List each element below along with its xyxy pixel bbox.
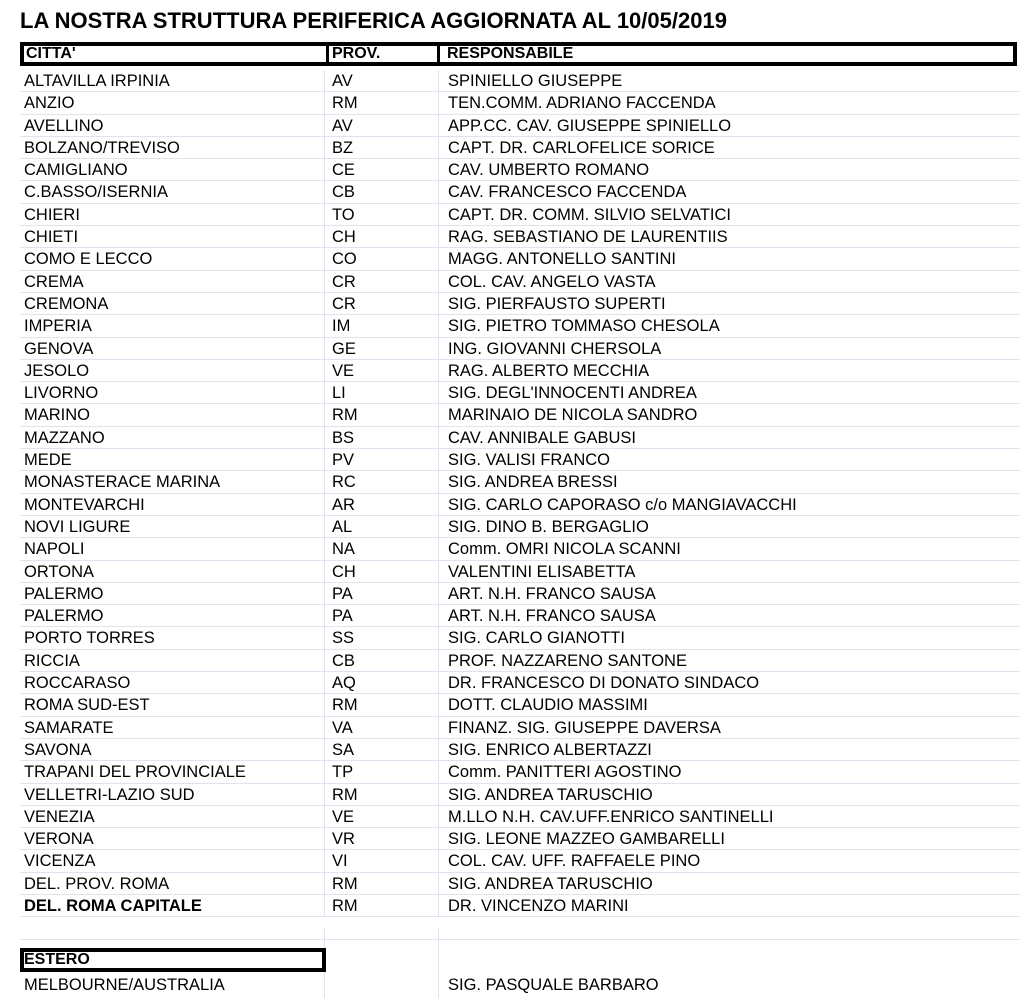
cell-responsabile: SIG. VALISI FRANCO bbox=[448, 451, 610, 470]
estero-label: ESTERO bbox=[24, 951, 90, 968]
page-title: LA NOSTRA STRUTTURA PERIFERICA AGGIORNATA AL 10/05/2019 bbox=[20, 8, 727, 33]
grid-line bbox=[438, 449, 439, 470]
cell-prov: AV bbox=[332, 72, 353, 90]
table-row bbox=[20, 806, 1020, 828]
grid-line bbox=[324, 694, 325, 715]
table-row bbox=[20, 248, 1020, 270]
table-row bbox=[20, 137, 1020, 159]
grid-line bbox=[324, 181, 325, 202]
table-body bbox=[20, 70, 1020, 940]
cell-city: CREMA bbox=[24, 272, 84, 291]
grid-line bbox=[324, 605, 325, 626]
cell-prov: CO bbox=[332, 250, 357, 269]
cell-city: BOLZANO/TREVISO bbox=[24, 138, 180, 157]
cell-responsabile: SIG. ANDREA TARUSCHIO bbox=[448, 874, 653, 893]
grid-line bbox=[438, 739, 439, 760]
grid-line bbox=[324, 293, 325, 314]
cell-city: VENEZIA bbox=[24, 807, 95, 826]
grid-line bbox=[324, 204, 325, 225]
cell-city: GENOVA bbox=[24, 339, 94, 358]
cell-prov: CR bbox=[332, 294, 356, 313]
cell-city: IMPERIA bbox=[24, 317, 92, 336]
grid-line bbox=[324, 583, 325, 604]
table-row bbox=[20, 895, 1020, 917]
header-separator bbox=[326, 42, 329, 66]
grid-line bbox=[438, 471, 439, 492]
cell-city: VERONA bbox=[24, 830, 94, 849]
grid-line bbox=[324, 226, 325, 247]
table-row bbox=[20, 605, 1020, 627]
grid-line bbox=[324, 159, 325, 180]
grid-line bbox=[438, 427, 439, 448]
grid-line bbox=[438, 494, 439, 515]
grid-line bbox=[324, 672, 325, 693]
cell-prov: NA bbox=[332, 540, 355, 559]
cell-responsabile: SIG. ENRICO ALBERTAZZI bbox=[448, 740, 652, 759]
cell-responsabile: DOTT. CLAUDIO MASSIMI bbox=[448, 696, 648, 715]
table-row bbox=[20, 92, 1020, 114]
grid-line bbox=[324, 115, 325, 136]
cell-responsabile: TEN.COMM. ADRIANO FACCENDA bbox=[448, 94, 716, 113]
cell-prov: IM bbox=[332, 317, 351, 336]
cell-prov: CE bbox=[332, 161, 355, 180]
cell-city: CHIETI bbox=[24, 228, 79, 247]
cell-prov: AR bbox=[332, 495, 355, 514]
table-row bbox=[20, 627, 1020, 649]
cell-prov: CH bbox=[332, 562, 356, 581]
grid-line bbox=[438, 605, 439, 626]
cell-responsabile: VALENTINI ELISABETTA bbox=[448, 562, 636, 581]
grid-line bbox=[438, 806, 439, 827]
cell-city: TRAPANI DEL PROVINCIALE bbox=[24, 763, 246, 782]
grid-line bbox=[438, 694, 439, 715]
grid-line bbox=[324, 494, 325, 515]
grid-line bbox=[438, 717, 439, 738]
table-row bbox=[20, 382, 1020, 404]
table-row bbox=[20, 271, 1020, 293]
grid-line bbox=[438, 338, 439, 359]
grid-line bbox=[438, 271, 439, 292]
table-row bbox=[20, 538, 1020, 560]
table-row bbox=[20, 226, 1020, 248]
blank-row bbox=[20, 917, 1020, 939]
cell-prov: GE bbox=[332, 339, 356, 358]
grid-line bbox=[324, 761, 325, 782]
cell-responsabile: COL. CAV. UFF. RAFFAELE PINO bbox=[448, 852, 701, 871]
grid-line bbox=[438, 850, 439, 871]
header-separator bbox=[437, 42, 440, 66]
cell-city: ANZIO bbox=[24, 94, 75, 113]
grid-line bbox=[324, 137, 325, 158]
table-row bbox=[20, 494, 1020, 516]
cell-responsabile: CAPT. DR. COMM. SILVIO SELVATICI bbox=[448, 205, 731, 224]
cell-city: ALTAVILLA IRPINIA bbox=[24, 72, 170, 90]
cell-prov: VE bbox=[332, 361, 355, 380]
grid-line bbox=[324, 627, 325, 648]
grid-line bbox=[324, 338, 325, 359]
cell-prov: RM bbox=[332, 874, 358, 893]
table-row bbox=[20, 761, 1020, 783]
table-row bbox=[20, 181, 1020, 203]
cell-prov: SS bbox=[332, 629, 355, 648]
cell-city: RICCIA bbox=[24, 651, 80, 670]
grid-line bbox=[324, 70, 325, 91]
grid-line bbox=[438, 159, 439, 180]
cell-prov: PA bbox=[332, 607, 353, 626]
cell-responsabile: MARINAIO DE NICOLA SANDRO bbox=[448, 406, 698, 425]
table-row bbox=[20, 694, 1020, 716]
table-row bbox=[20, 449, 1020, 471]
grid-line bbox=[438, 115, 439, 136]
cell-prov: TP bbox=[332, 763, 354, 782]
table-row bbox=[20, 516, 1020, 538]
cell-responsabile: ING. GIOVANNI CHERSOLA bbox=[448, 339, 662, 358]
grid-line bbox=[324, 717, 325, 738]
grid-line bbox=[438, 516, 439, 537]
grid-line bbox=[324, 382, 325, 403]
estero-row bbox=[20, 974, 1020, 996]
grid-line bbox=[438, 627, 439, 648]
grid-line bbox=[324, 873, 325, 894]
grid-line bbox=[438, 382, 439, 403]
header-city: CITTA' bbox=[26, 45, 76, 62]
cell-prov: PV bbox=[332, 451, 355, 470]
table-row bbox=[20, 338, 1020, 360]
grid-line bbox=[324, 806, 325, 827]
cell-responsabile: SIG. CARLO GIANOTTI bbox=[448, 629, 625, 648]
grid-line bbox=[324, 427, 325, 448]
cell-prov: SA bbox=[332, 740, 355, 759]
cell-prov: TO bbox=[332, 205, 355, 224]
grid-line bbox=[324, 315, 325, 336]
cell-city: JESOLO bbox=[24, 361, 90, 380]
cell-responsabile: DR. VINCENZO MARINI bbox=[448, 896, 629, 915]
cell-city: MEDE bbox=[24, 451, 72, 470]
cell-city: ROCCARASO bbox=[24, 674, 131, 693]
cell-city: NAPOLI bbox=[24, 540, 85, 559]
cell-prov: VR bbox=[332, 830, 355, 849]
cell-responsabile: CAPT. DR. CARLOFELICE SORICE bbox=[448, 138, 715, 157]
table-row bbox=[20, 850, 1020, 872]
grid-line bbox=[438, 137, 439, 158]
cell-city: MARINO bbox=[24, 406, 90, 425]
cell-responsabile: COL. CAV. ANGELO VASTA bbox=[448, 272, 656, 291]
cell-city: AVELLINO bbox=[24, 116, 104, 135]
cell-prov: CB bbox=[332, 651, 355, 670]
grid-line bbox=[438, 672, 439, 693]
grid-line bbox=[438, 895, 439, 916]
cell-city: MONTEVARCHI bbox=[24, 495, 145, 514]
cell-prov: PA bbox=[332, 584, 353, 603]
cell-city: NOVI LIGURE bbox=[24, 517, 131, 536]
cell-responsabile: Comm. OMRI NICOLA SCANNI bbox=[448, 540, 681, 559]
cell-responsabile: ART. N.H. FRANCO SAUSA bbox=[448, 584, 656, 603]
cell-prov: CB bbox=[332, 183, 355, 202]
cell-prov: BZ bbox=[332, 138, 354, 157]
cell-responsabile: CAV. ANNIBALE GABUSI bbox=[448, 428, 636, 447]
grid-line bbox=[324, 471, 325, 492]
cell-responsabile: SIG. LEONE MAZZEO GAMBARELLI bbox=[448, 830, 725, 849]
cell-prov: CR bbox=[332, 272, 356, 291]
grid-line bbox=[324, 449, 325, 470]
cell-city: SAMARATE bbox=[24, 718, 114, 737]
table-row bbox=[20, 650, 1020, 672]
cell-prov: RM bbox=[332, 94, 358, 113]
cell-prov: BS bbox=[332, 428, 355, 447]
grid-line bbox=[438, 583, 439, 604]
cell-responsabile: RAG. SEBASTIANO DE LAURENTIIS bbox=[448, 228, 728, 247]
cell-prov: RM bbox=[332, 896, 358, 915]
cell-city: CREMONA bbox=[24, 294, 109, 313]
table-row bbox=[20, 427, 1020, 449]
header-prov: PROV. bbox=[332, 45, 381, 62]
cell-city: PORTO TORRES bbox=[24, 629, 155, 648]
table-row bbox=[20, 873, 1020, 895]
grid-line bbox=[438, 784, 439, 805]
grid-line bbox=[324, 895, 325, 916]
cell-city: PALERMO bbox=[24, 607, 104, 626]
cell-responsabile: SIG. PIERFAUSTO SUPERTI bbox=[448, 294, 666, 313]
table-row bbox=[20, 561, 1020, 583]
grid-line bbox=[324, 516, 325, 537]
cell-responsabile: SIG. PIETRO TOMMASO CHESOLA bbox=[448, 317, 720, 336]
table-row bbox=[20, 828, 1020, 850]
table-row bbox=[20, 315, 1020, 337]
grid-line bbox=[324, 248, 325, 269]
grid-line bbox=[438, 248, 439, 269]
cell-responsabile: APP.CC. CAV. GIUSEPPE SPINIELLO bbox=[448, 116, 732, 135]
table-row bbox=[20, 70, 1020, 92]
grid-line bbox=[324, 650, 325, 671]
grid-line bbox=[438, 181, 439, 202]
cell-responsabile: RAG. ALBERTO MECCHIA bbox=[448, 361, 650, 380]
table-row bbox=[20, 115, 1020, 137]
cell-responsabile: SIG. ANDREA TARUSCHIO bbox=[448, 785, 653, 804]
grid-line bbox=[438, 315, 439, 336]
cell-city: LIVORNO bbox=[24, 384, 99, 403]
cell-prov: CH bbox=[332, 228, 356, 247]
grid-line bbox=[438, 538, 439, 559]
cell-city: VICENZA bbox=[24, 852, 96, 871]
table-row bbox=[20, 672, 1020, 694]
cell-responsabile: MAGG. ANTONELLO SANTINI bbox=[448, 250, 676, 269]
header-responsabile: RESPONSABILE bbox=[447, 45, 574, 62]
table-row bbox=[20, 404, 1020, 426]
cell-responsabile: SIG. PASQUALE BARBARO bbox=[448, 976, 659, 994]
cell-city: COMO E LECCO bbox=[24, 250, 153, 269]
cell-responsabile: SIG. CARLO CAPORASO c/o MANGIAVACCHI bbox=[448, 495, 797, 514]
table-row bbox=[20, 360, 1020, 382]
cell-responsabile: CAV. UMBERTO ROMANO bbox=[448, 161, 650, 180]
table-row bbox=[20, 739, 1020, 761]
table-row bbox=[20, 471, 1020, 493]
cell-responsabile: SIG. DEGL'INNOCENTI ANDREA bbox=[448, 384, 697, 403]
cell-city: VELLETRI-LAZIO SUD bbox=[24, 785, 195, 804]
cell-responsabile: FINANZ. SIG. GIUSEPPE DAVERSA bbox=[448, 718, 721, 737]
cell-prov: RM bbox=[332, 785, 358, 804]
grid-line bbox=[324, 739, 325, 760]
cell-prov: VE bbox=[332, 807, 355, 826]
grid-line bbox=[324, 271, 325, 292]
table-row bbox=[20, 293, 1020, 315]
cell-city: DEL. ROMA CAPITALE bbox=[24, 896, 202, 915]
cell-prov: AL bbox=[332, 517, 353, 536]
cell-prov: AV bbox=[332, 116, 353, 135]
cell-prov: VI bbox=[332, 852, 348, 871]
grid-line bbox=[324, 850, 325, 871]
cell-responsabile: CAV. FRANCESCO FACCENDA bbox=[448, 183, 687, 202]
cell-responsabile: ART. N.H. FRANCO SAUSA bbox=[448, 607, 656, 626]
cell-city: MAZZANO bbox=[24, 428, 105, 447]
cell-city: PALERMO bbox=[24, 584, 104, 603]
grid-line bbox=[324, 538, 325, 559]
cell-prov: RC bbox=[332, 473, 356, 492]
cell-prov: AQ bbox=[332, 674, 356, 693]
cell-responsabile: Comm. PANITTERI AGOSTINO bbox=[448, 763, 682, 782]
grid-line bbox=[438, 761, 439, 782]
table-row bbox=[20, 784, 1020, 806]
grid-line bbox=[438, 204, 439, 225]
grid-line bbox=[324, 561, 325, 582]
cell-prov: RM bbox=[332, 406, 358, 425]
cell-responsabile: SIG. DINO B. BERGAGLIO bbox=[448, 517, 649, 536]
table-row bbox=[20, 159, 1020, 181]
grid-line bbox=[324, 784, 325, 805]
cell-city: CHIERI bbox=[24, 205, 80, 224]
grid-line bbox=[438, 360, 439, 381]
grid-line bbox=[438, 92, 439, 113]
table-row bbox=[20, 204, 1020, 226]
cell-city: CAMIGLIANO bbox=[24, 161, 128, 180]
grid-line bbox=[438, 873, 439, 894]
grid-line bbox=[438, 828, 439, 849]
table-row bbox=[20, 583, 1020, 605]
cell-prov: VA bbox=[332, 718, 353, 737]
cell-responsabile: SPINIELLO GIUSEPPE bbox=[448, 72, 623, 90]
cell-prov: RM bbox=[332, 696, 358, 715]
cell-responsabile: M.LLO N.H. CAV.UFF.ENRICO SANTINELLI bbox=[448, 807, 774, 826]
grid-line bbox=[324, 92, 325, 113]
grid-line bbox=[324, 404, 325, 425]
grid-line bbox=[438, 293, 439, 314]
cell-responsabile: DR. FRANCESCO DI DONATO SINDACO bbox=[448, 674, 760, 693]
cell-city: DEL. PROV. ROMA bbox=[24, 874, 170, 893]
cell-responsabile: SIG. ANDREA BRESSI bbox=[448, 473, 618, 492]
grid-line bbox=[324, 360, 325, 381]
cell-city: ROMA SUD-EST bbox=[24, 696, 150, 715]
grid-line bbox=[438, 226, 439, 247]
grid-line bbox=[324, 928, 325, 948]
cell-city: C.BASSO/ISERNIA bbox=[24, 183, 168, 202]
cell-city: ORTONA bbox=[24, 562, 94, 581]
cell-city: SAVONA bbox=[24, 740, 92, 759]
grid-line bbox=[438, 561, 439, 582]
table-row bbox=[20, 717, 1020, 739]
grid-line bbox=[438, 404, 439, 425]
grid-line bbox=[438, 650, 439, 671]
cell-city: MELBOURNE/AUSTRALIA bbox=[24, 976, 225, 994]
grid-line bbox=[324, 828, 325, 849]
cell-responsabile: PROF. NAZZARENO SANTONE bbox=[448, 651, 687, 670]
grid-line bbox=[438, 70, 439, 91]
cell-prov: LI bbox=[332, 384, 346, 403]
cell-city: MONASTERACE MARINA bbox=[24, 473, 221, 492]
